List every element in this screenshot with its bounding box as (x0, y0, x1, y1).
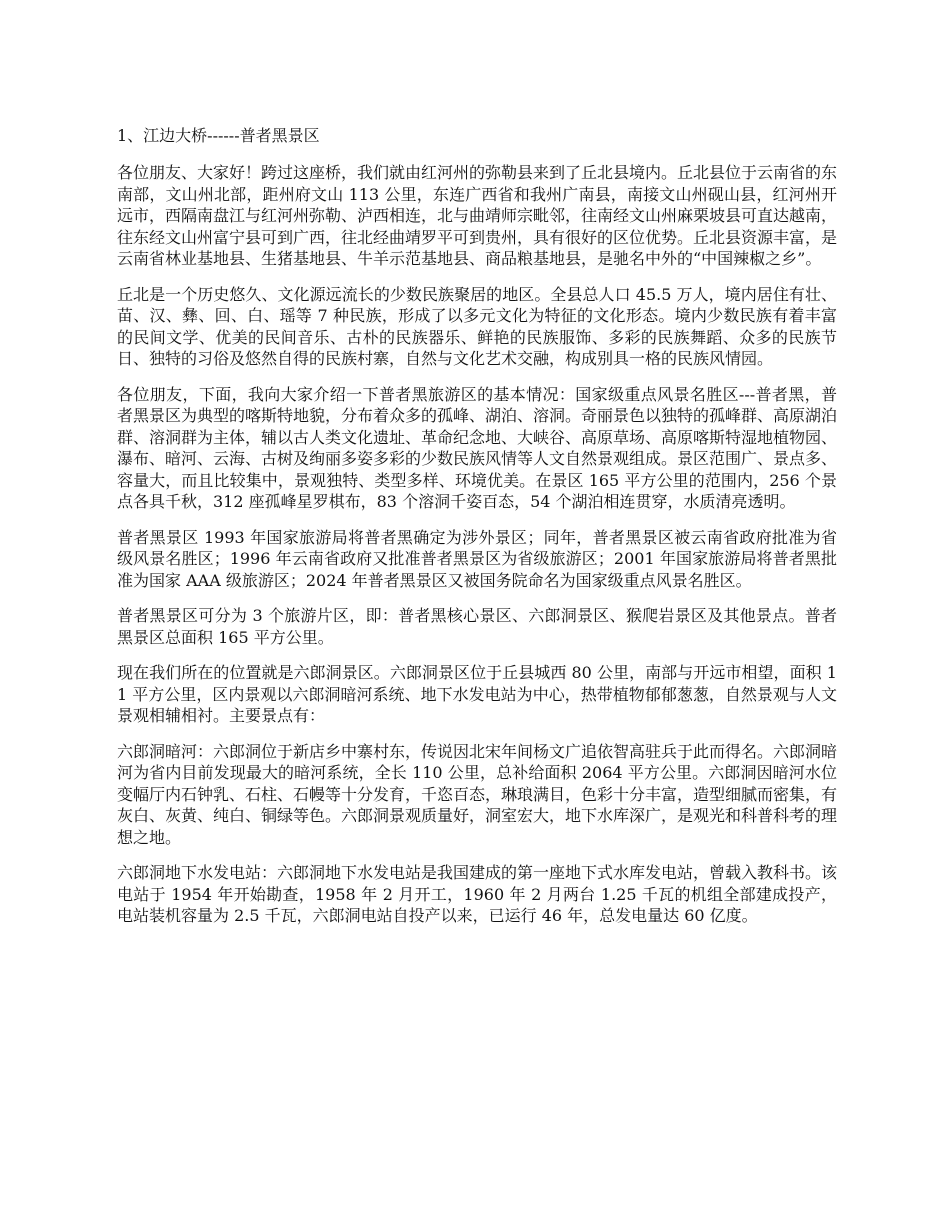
document-page (117, 124, 837, 941)
paragraph-puzhehei-overview: 各位朋友，下面，我向大家介绍一下普者黑旅游区的基本情况：国家级重点风景名胜区---普者黑，普者黑景区为典型的喀斯特地貌，分布着众多的孤峰、湖泊、溶洞。奇丽景色以独特的孤峰群、高原湖泊群、溶洞群为主体，辅以古人类文化遗址、革命纪念地、大峡谷、高原草场、高原喀斯特湿地植物园、瀑布、暗河、云海、古树及绚丽多姿多彩的少数民族风情等人文自然景观组成。景区范围广、景点多、容量大，而且比较集中，景观独特、类型多样、环境优美。在景区 165 平方公里的范围内，256 个景点各具千秋，312 座孤峰星罗棋布，83 个溶洞千姿百态，54 个湖泊相连贯穿，水质清亮透明。 (117, 384, 838, 511)
paragraph-history-culture: 丘北是一个历史悠久、文化源远流长的少数民族聚居的地区。全县总人口 45.5 万人，境内居住有壮、苗、汉、彝、回、白、瑶等 7 种民族，形成了以多元文化为特征的文化形态。境内少数民族有着丰富的民间文学、优美的民间音乐、古朴的民族器乐、鲜艳的民族服饰、多彩的民族舞蹈、众多的民族节日、独特的习俗及悠然自得的民族村寨，自然与文化艺术交融，构成别具一格的民族风情园。 (117, 284, 837, 368)
paragraph-underground-river: 六郎洞暗河：六郎洞位于新店乡中寨村东，传说因北宋年间杨文广追依智高驻兵于此而得名。六郎洞暗河为省内目前发现最大的暗河系统，全长 110 公里，总补给面积 2064 平方公里。六郎洞因暗河水位变幅厅内石钟乳、石柱、石幔等十分发育，千恣百态，琳琅满目，色彩十分丰富，造型细腻而密集，有灰白、灰黄、纯白、铜绿等色。六郎洞景观质量好，洞室宏大，地下水库深广，是观光和科普科考的理想之地。 (117, 741, 838, 847)
section-heading: 1、江边大桥------普者黑景区 (117, 126, 320, 145)
paragraph-puzhehei-history: 普者黑景区 1993 年国家旅游局将普者黑确定为涉外景区；同年，普者黑景区被云南省政府批准为省级风景名胜区；1996 年云南省政府又批准普者黑景区为省级旅游区；2001 年国家旅游局将普者黑批准为国家 AAA 级旅游区；2024 年普者黑景区又被国务院命名为国家级重点风景名胜区。 (117, 527, 837, 590)
paragraph-power-station: 六郎洞地下水发电站：六郎洞地下水发电站是我国建成的第一座地下式水库发电站，曾载入教科书。该电站于 1954 年开始勘查，1958 年 2 月开工，1960 年 2 月两台 1.25 千瓦的机组全部建成投产，电站装机容量为 2.5 千瓦，六郎洞电站自投产以来，已运行 46 年，总发电量达 60 亿度。 (117, 863, 838, 925)
paragraph-intro-qiubei: 各位朋友、大家好！跨过这座桥，我们就由红河州的弥勒县来到了丘北县境内。丘北县位于云南省的东南部，文山州北部，距州府文山 113 公里，东连广西省和我州广南县，南接文山州砚山县，红河州开远市，西隔南盘江与红河州弥勒、泸西相连，北与曲靖师宗毗邻，往南经文山州麻栗坡县可直达越南，往东经文山州富宁县可到广西，往北经曲靖罗平可到贵州，具有很好的区位优势。丘北县资源丰富，是云南省林业基地县、生猪基地县、牛羊示范基地县、商品粮基地县，是驰名中外的“中国辣椒之乡”。 (117, 163, 838, 268)
paragraph-liulangdong-area: 现在我们所在的位置就是六郎洞景区。六郎洞景区位于丘县城西 80 公里，南部与开远市相望，面积 11 平方公里，区内景观以六郎洞暗河系统、地下水发电站为中心，热带植物郁郁葱葱，自然景观与人文景观相辅相衬。主要景点有： (117, 663, 837, 725)
paragraph-scenic-areas: 普者黑景区可分为 3 个旅游片区，即：普者黑核心景区、六郎洞景区、猴爬岩景区及其他景点。普者黑景区总面积 165 平方公里。 (117, 606, 837, 647)
